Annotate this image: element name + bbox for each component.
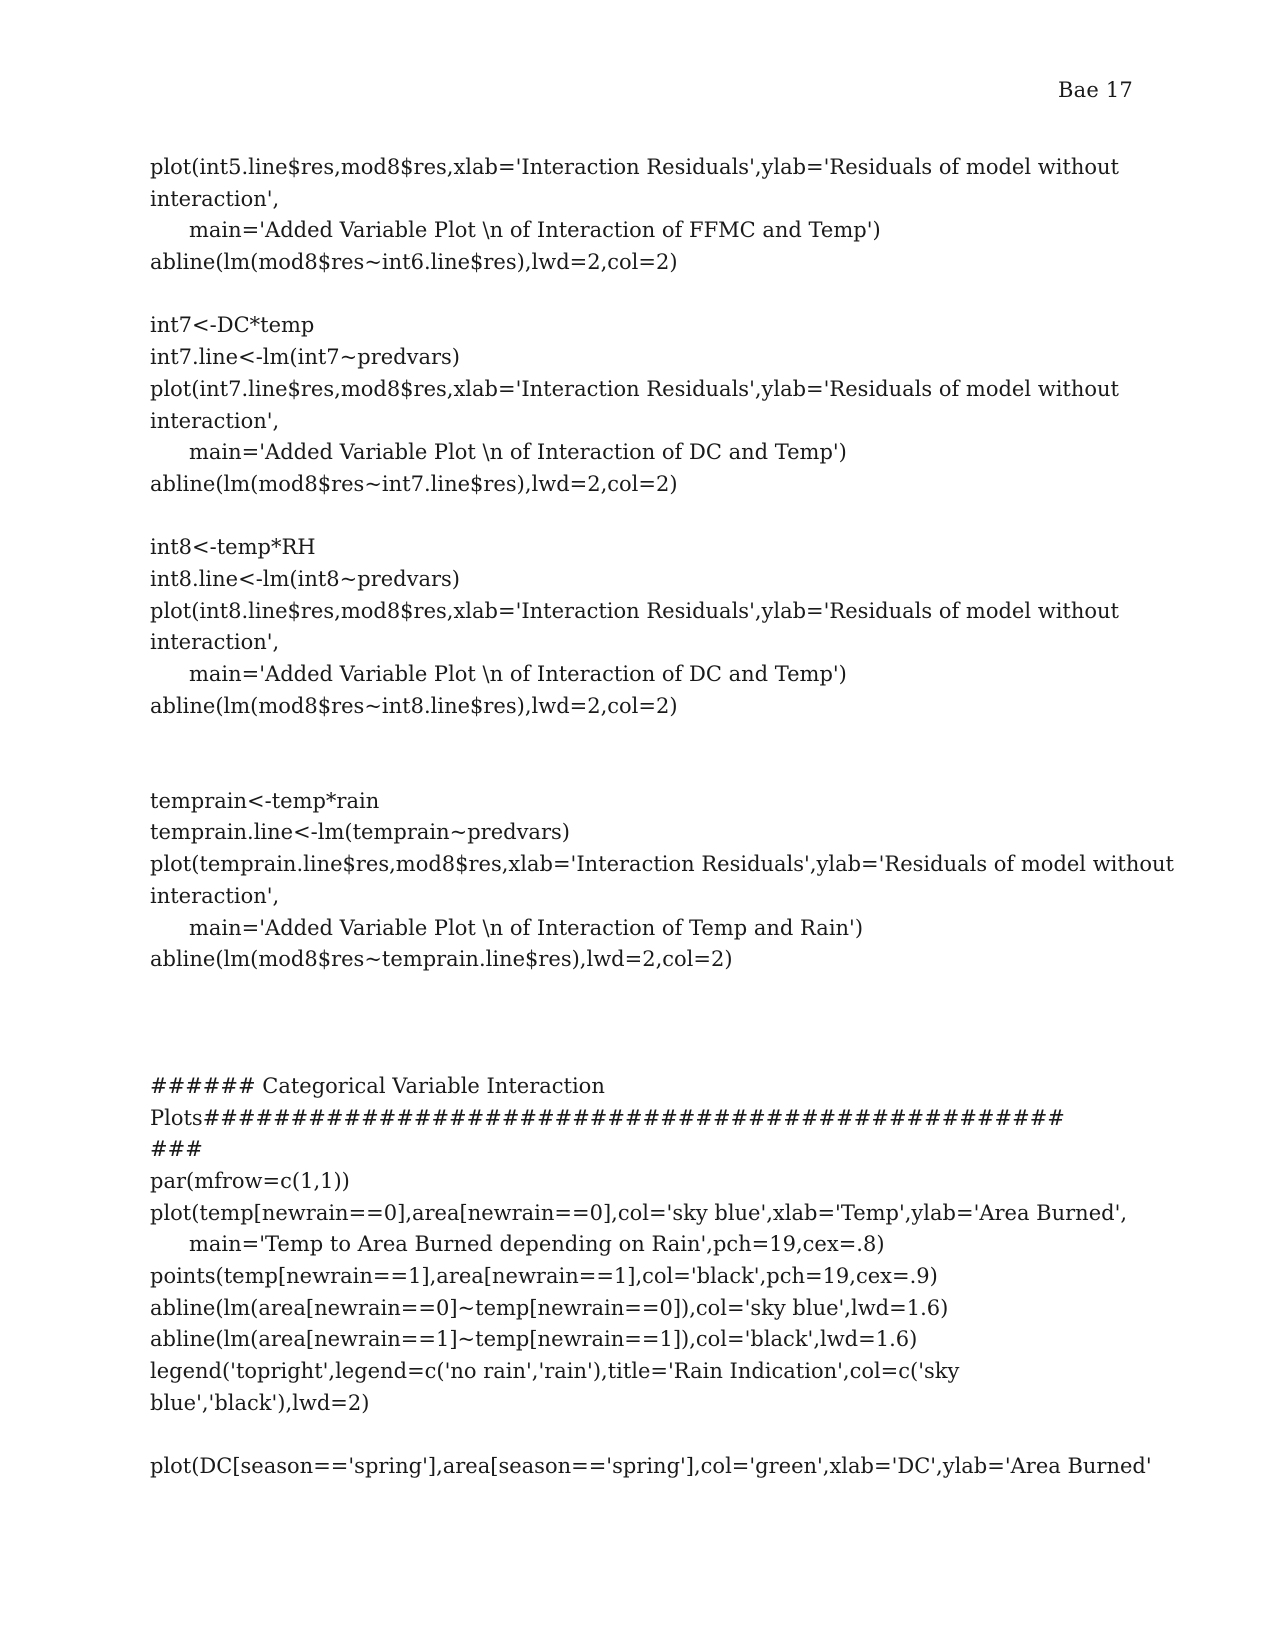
code-line: legend('topright',legend=c('no rain','rain'),title='Rain Indication',col=c('sky [150, 1359, 960, 1384]
page-header-running-head: Bae 17 [1058, 78, 1133, 102]
code-line: plot(int7.line$res,mod8$res,xlab='Interaction Residuals',ylab='Residuals of model without [150, 376, 1119, 401]
code-line: abline(lm(mod8$res~int6.line$res),lwd=2,col=2) [150, 250, 678, 275]
blank-line [150, 1039, 1150, 1071]
code-line: plot(int8.line$res,mod8$res,xlab='Interaction Residuals',ylab='Residuals of model without [150, 598, 1119, 623]
code-line: abline(lm(mod8$res~int8.line$res),lwd=2,col=2) [150, 693, 678, 718]
code-line: int8<-temp*RH [150, 535, 316, 560]
code-line: main='Added Variable Plot \n of Interaction of DC and Temp') [189, 440, 847, 465]
code-line: ###### Categorical Variable Interaction [150, 1073, 605, 1098]
code-line: abline(lm(mod8$res~int7.line$res),lwd=2,col=2) [150, 471, 678, 496]
code-line: plot(DC[season=='spring'],area[season=='spring'],col='green',xlab='DC',ylab='Area Burned' [150, 1454, 1152, 1479]
code-line: plot(temp[newrain==0],area[newrain==0],col='sky blue',xlab='Temp',ylab='Area Burned', [150, 1200, 1128, 1225]
code-line: int7.line<-lm(int7~predvars) [150, 345, 460, 370]
code-line: interaction', [150, 408, 280, 433]
code-line: main='Added Variable Plot \n of Interaction of DC and Temp') [189, 662, 847, 686]
code-line: plot(int5.line$res,mod8$res,xlab='Interaction Residuals',ylab='Residuals of model without [150, 155, 1119, 179]
blank-line [150, 279, 1150, 311]
code-line: abline(lm(mod8$res~temprain.line$res),lwd=2,col=2) [150, 947, 733, 972]
code-line: temprain<-temp*rain [150, 788, 380, 813]
code-line: main='Added Variable Plot \n of Interaction of Temp and Rain') [189, 915, 864, 940]
code-line: par(mfrow=c(1,1)) [150, 1169, 350, 1193]
blank-line [150, 754, 1150, 786]
code-line: main='Added Variable Plot \n of Interaction of FFMC and Temp') [189, 218, 881, 243]
blank-line [150, 1008, 1150, 1040]
code-line: int8.line<-lm(int8~predvars) [150, 566, 460, 591]
code-line: points(temp[newrain==1],area[newrain==1],col='black',pch=19,cex=.9) [150, 1264, 938, 1289]
code-line: abline(lm(area[newrain==0]~temp[newrain==0]),col='sky blue',lwd=1.6) [150, 1295, 949, 1320]
code-line: int7<-DC*temp [150, 313, 315, 338]
code-listing [150, 152, 1174, 1483]
blank-line [150, 501, 1150, 533]
code-line: temprain.line<-lm(temprain~predvars) [150, 820, 570, 845]
code-line: ### [150, 1137, 203, 1162]
code-line: interaction', [150, 883, 280, 908]
blank-line [150, 976, 1150, 1008]
blank-line [150, 1420, 1150, 1452]
code-line: interaction', [150, 186, 280, 211]
code-line: blue','black'),lwd=2) [150, 1390, 370, 1415]
code-line: interaction', [150, 630, 280, 655]
code-line: Plots################################################# [150, 1105, 1065, 1130]
blank-line [150, 722, 1150, 754]
code-line: abline(lm(area[newrain==1]~temp[newrain==1]),col='black',lwd=1.6) [150, 1327, 918, 1352]
code-line: plot(temprain.line$res,mod8$res,xlab='Interaction Residuals',ylab='Residuals of model without [150, 852, 1174, 877]
code-line: main='Temp to Area Burned depending on Rain',pch=19,cex=.8) [189, 1232, 885, 1257]
